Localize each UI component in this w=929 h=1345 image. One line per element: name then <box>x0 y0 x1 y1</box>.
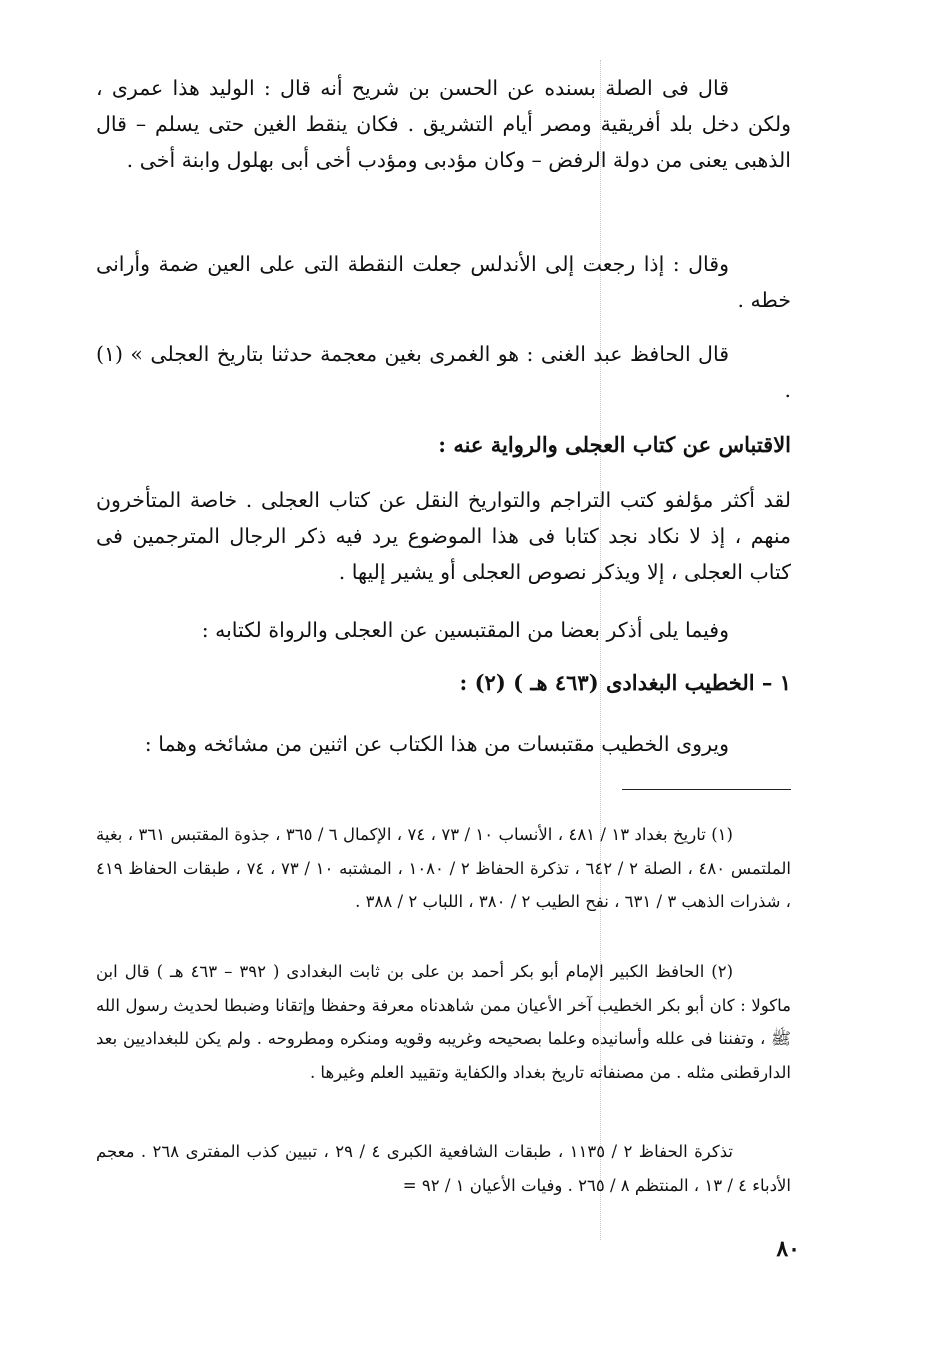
paragraph-2 <box>96 246 791 318</box>
paragraph-5-text: وفيما يلى أذكر بعضا من المقتبسين عن العجلى والرواة لكتابه : <box>201 618 729 642</box>
footnote-1 <box>96 818 791 919</box>
footnote-2 <box>96 955 791 1089</box>
footnote-2-text: (٢) الحافظ الكبير الإمام أبو بكر أحمد بن على بن ثابت البغدادى ( ٣٩٢ – ٤٦٣ هـ ) قال ابن ماكولا : كان أبو بكر الخطيب آخر الأعيان ممن شاهدناه معرفة وحفظا وإتقانا وضبطا لحديث رسول الله ﷺ ، وتفننا فى علله وأسانيده وعلما بصحيحه وغريبه وقويه ومنكره ومطروحه . ولم يكن للبغداديين بعد الدارقطنى مثله . من مصنفاته تاريخ بغداد والكفاية وتقييد العلم وغيرها . <box>96 962 791 1082</box>
paragraph-3 <box>96 336 791 408</box>
paragraph-6-text: ويروى الخطيب مقتبسات من هذا الكتاب عن اثنين من مشائخه وهما : <box>144 732 729 756</box>
paragraph-5 <box>96 612 791 648</box>
paragraph-2-text: وقال : إذا رجعت إلى الأندلس جعلت النقطة التى على العين ضمة وأرانى خطه . <box>96 252 791 312</box>
footnote-1-text: (١) تاريخ بغداد ١٣ / ٤٨١ ، الأنساب ١٠ / ٧٣ ، ٧٤ ، الإكمال ٦ / ٣٦٥ ، جذوة المقتبس ٣٦١ ، بغية الملتمس ٤٨٠ ، الصلة ٢ / ٦٤٢ ، تذكرة الحفاظ ٢ / ١٠٨٠ ، المشتبه ١٠ / ٧٣ ، ٧٤ ، طبقات الحفاظ ٤١٩ ، شذرات الذهب ٣ / ٦٣١ ، نفح الطيب ٢ / ٣٨٠ ، اللباب ٢ / ٣٨٨ . <box>96 825 791 911</box>
paragraph-6 <box>96 726 791 762</box>
paragraph-4 <box>96 482 791 590</box>
page-number: ٨٠ <box>776 1236 800 1262</box>
paragraph-3-text: قال الحافظ عبد الغنى : هو الغمرى بغين معجمة حدثنا بتاريخ العجلى » (١) . <box>96 342 791 402</box>
footnote-3-text: تذكرة الحفاظ ٢ / ١١٣٥ ، طبقات الشافعية الكبرى ٤ / ٢٩ ، تبيين كذب المفترى ٢٦٨ . معجم الأدباء ٤ / ١٣ ، المنتظم ٨ / ٢٦٥ . وفيات الأعيان ١ / ٩٢ = <box>96 1142 791 1195</box>
footnote-2-continued <box>96 1135 791 1202</box>
subsection-heading: ١ – الخطيب البغدادى (٤٦٣ هـ ) (٢) : <box>459 670 791 695</box>
paragraph-4-text: لقد أكثر مؤلفو كتب التراجم والتواريخ النقل عن كتاب العجلى . خاصة المتأخرون منهم ، إذ لا نكاد نجد كتابا فى هذا الموضوع يرد فيه ذكر الرجال المترجمين فى كتاب العجلى ، إلا ويذكر نصوص العجلى أو يشير إليها . <box>96 488 791 584</box>
paragraph-1-text: قال فى الصلة بسنده عن الحسن بن شريح أنه قال : الوليد هذا عمرى ، ولكن دخل بلد أفريقية ومصر أيام التشريق . فكان ينقط الغين حتى يسلم – قال الذهبى يعنى من دولة الرفض – وكان مؤدبى ومؤدب أخى أبى بهلول وابنة أخى . <box>96 76 791 172</box>
section-heading: الاقتباس عن كتاب العجلى والرواية عنه : <box>438 432 791 457</box>
footnote-separator <box>622 789 791 790</box>
paragraph-1 <box>96 70 791 178</box>
